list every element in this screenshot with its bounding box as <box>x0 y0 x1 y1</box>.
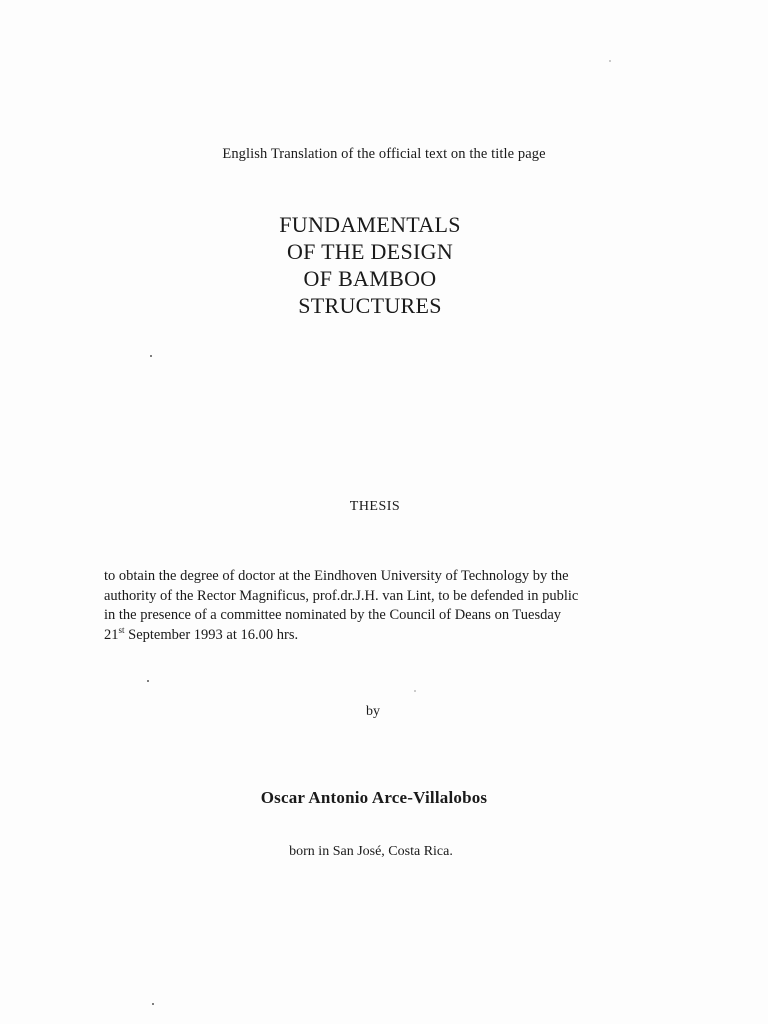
defense-date-time: September 1993 at 16.00 hrs. <box>124 626 299 643</box>
author-birthplace: born in San José, Costa Rica. <box>289 844 453 859</box>
scan-speck <box>147 680 149 682</box>
degree-statement-line-1: to obtain the degree of doctor at the Eindhoven University of Technology by the <box>104 568 569 584</box>
scan-speck <box>152 1003 154 1005</box>
title-line-4: STRUCTURES <box>298 293 442 318</box>
title-line-1: FUNDAMENTALS <box>279 212 461 237</box>
degree-statement-line-2: authority of the Rector Magnificus, prof.dr.J.H. van Lint, to be defended in public <box>104 587 579 604</box>
scan-speck <box>414 690 416 692</box>
defense-day: 21 <box>104 626 119 643</box>
degree-statement <box>104 567 648 645</box>
scan-speck <box>150 355 152 357</box>
by-label: by <box>366 704 380 719</box>
translation-note: English Translation of the official text on the title page <box>222 146 546 162</box>
thesis-label: THESIS <box>349 499 401 514</box>
thesis-title <box>0 211 740 319</box>
degree-statement-line-3: in the presence of a committee nominated by the Council of Deans on Tuesday <box>104 607 562 623</box>
defense-day-suffix: st <box>118 624 125 635</box>
title-line-3: OF BAMBOO <box>303 266 437 291</box>
title-line-2: OF THE DESIGN <box>286 239 454 264</box>
scan-speck <box>609 60 611 62</box>
degree-statement-line-4 <box>104 626 648 646</box>
author-name: Oscar Antonio Arce-Villalobos <box>260 788 488 807</box>
